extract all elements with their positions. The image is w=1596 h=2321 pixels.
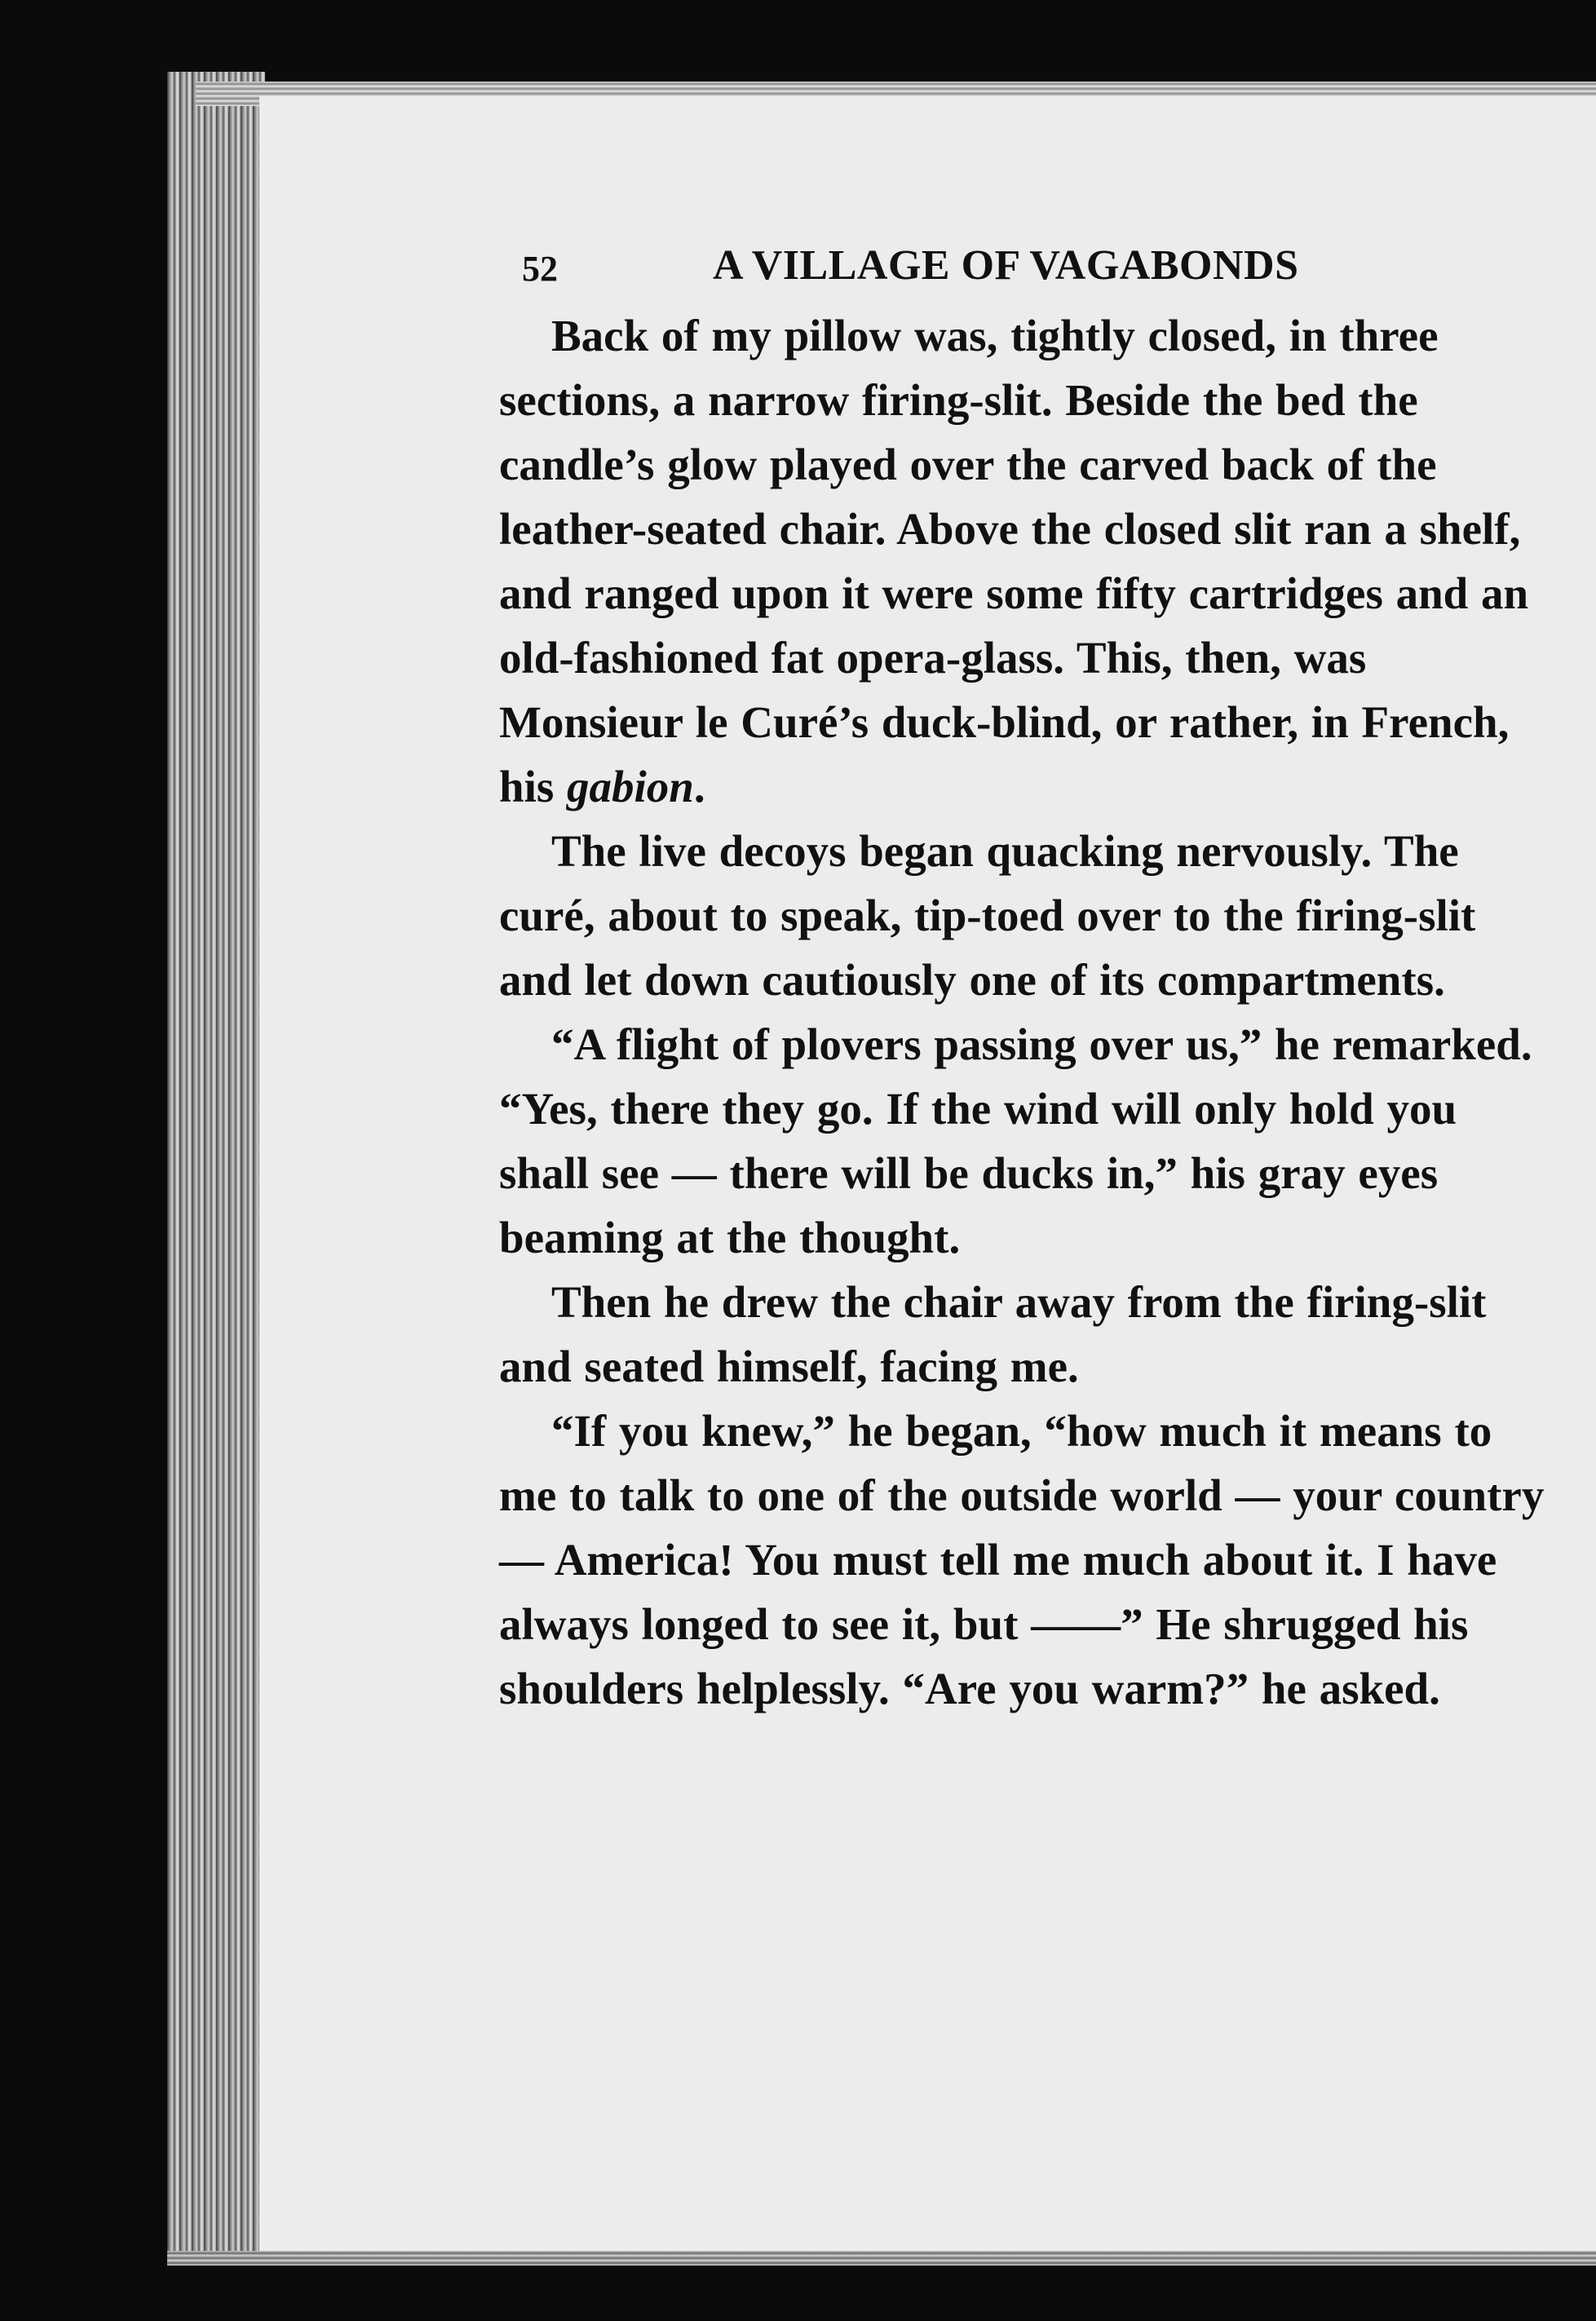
- running-title: A VILLAGE OF VAGABONDS: [713, 242, 1299, 289]
- paragraph-4-text: Then he drew the chair away from the firing-slit and seated himself, facing me.: [499, 1277, 1487, 1391]
- paragraph-1-text: Back of my pillow was, tightly closed, in three sections, a narrow firing-slit. Beside the bed the candle’s glow played over the carved back of the leather-seated chair. Above the closed slit ran a shelf, and ranged upon it were some fifty cartridges and an old-fashioned fat opera-glass. This, then, was Monsieur le Curé’s duck-blind, or rather, in French, his: [499, 311, 1529, 811]
- paragraph-5-text: “If you knew,” he began, “how much it means to me to talk to one of the outside world — your country — America! You must tell me much about it. I have always longed to see it, but ——” He shrugged his shoulders helplessly. “Are you warm?” he asked.: [499, 1406, 1545, 1713]
- paragraph-4: [499, 1270, 1545, 1399]
- page-number: 52: [522, 249, 558, 289]
- paragraph-3-text: “A flight of plovers passing over us,” he remarked. “Yes, there they go. If the wind will only hold you shall see — there will be ducks in,” his gray eyes beaming at the thought.: [499, 1019, 1532, 1262]
- paragraph-3: [499, 1012, 1545, 1270]
- running-head: [499, 238, 1545, 303]
- paragraph-1: [499, 303, 1545, 819]
- paragraph-1-italic-word: gabion: [567, 762, 694, 811]
- paragraph-5: [499, 1399, 1545, 1721]
- book-page-edges-bottom: [167, 2251, 1596, 2266]
- book-page-edges-left: [167, 72, 265, 2266]
- page-text-block: [499, 238, 1545, 1721]
- paragraph-2: [499, 819, 1545, 1012]
- paragraph-2-text: The live decoys began quacking nervously. The curé, about to speak, tip-toed over to the firing-slit and let down cautiously one of its compartments.: [499, 826, 1476, 1005]
- paragraph-1-tail: .: [693, 762, 705, 811]
